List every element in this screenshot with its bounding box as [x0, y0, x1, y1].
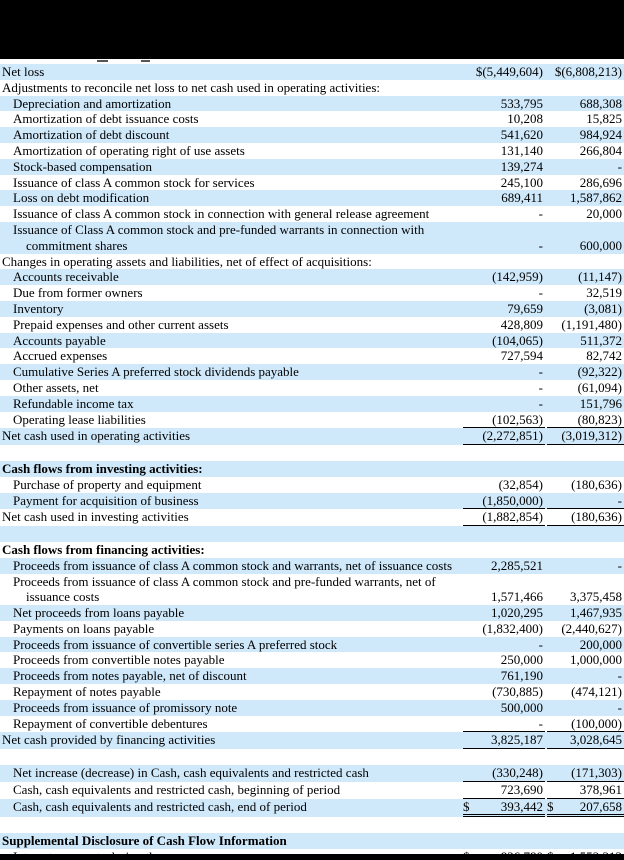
amount-value: - — [538, 636, 543, 652]
amount-cell — [547, 782, 624, 799]
amount-cell — [463, 222, 545, 254]
row-label: Net cash used in operating activities — [2, 428, 191, 444]
amount-value: 1,020,295 — [491, 605, 543, 621]
amount-cell — [547, 380, 624, 396]
row-label: Net increase (decrease) in Cash, cash equivalents and restricted cash — [13, 765, 369, 781]
amount-value: (11,147) — [578, 269, 622, 285]
row-label: Supplemental Disclosure of Cash Flow Information — [2, 833, 287, 849]
amount-value: 393,442 — [500, 798, 543, 814]
table-row — [0, 190, 624, 206]
amount-value: - — [538, 379, 543, 395]
amount-cell — [547, 254, 624, 270]
amount-cell — [463, 799, 545, 818]
amount-value: 723,690 — [500, 781, 543, 797]
table-row — [0, 348, 624, 364]
row-label: Proceeds from notes payable, net of discount — [13, 668, 247, 684]
row-label: Issuance of class A common stock for services — [13, 174, 255, 190]
row-label: Cash flows from financing activities: — [2, 541, 205, 557]
table-row — [0, 222, 624, 254]
table-row — [0, 509, 624, 526]
table-row — [0, 477, 624, 493]
table-row — [0, 396, 624, 412]
amount-cell — [547, 700, 624, 716]
amount-cell — [547, 493, 624, 510]
table-row — [0, 127, 624, 143]
amount-cell — [547, 461, 624, 477]
redacted-footer-bar — [0, 854, 624, 860]
amount-value: (3,019,312) — [561, 428, 622, 444]
amount-cell — [547, 732, 624, 749]
amount-cell — [463, 380, 545, 396]
row-label: Refundable income tax — [13, 395, 134, 411]
table-row — [0, 111, 624, 127]
amount-cell — [547, 333, 624, 349]
amount-value: - — [617, 668, 622, 684]
redaction-artifact — [97, 60, 108, 62]
amount-value: (80,823) — [577, 411, 622, 427]
amount-cell — [547, 301, 624, 317]
amount-cell — [547, 269, 624, 285]
amount-cell — [547, 574, 624, 606]
amount-cell — [463, 396, 545, 412]
amount-value: - — [617, 557, 622, 573]
row-label: Prepaid expenses and other current assets — [13, 316, 229, 332]
row-label: Cash, cash equivalents and restricted cash, end of period — [13, 798, 307, 814]
amount-value: (104,065) — [492, 332, 543, 348]
cash-flow-table-rows — [0, 64, 624, 860]
amount-value: - — [538, 395, 543, 411]
amount-cell — [463, 732, 545, 749]
amount-cell — [547, 509, 624, 526]
amount-cell — [547, 111, 624, 127]
amount-cell — [463, 111, 545, 127]
dollar-sign: $ — [547, 798, 554, 814]
amount-cell — [463, 509, 545, 526]
row-label: Payments on loans payable — [13, 620, 155, 636]
amount-cell — [547, 96, 624, 112]
amount-cell — [463, 833, 545, 849]
amount-value: 286,696 — [579, 174, 622, 190]
row-label: Loss on debt modification — [13, 190, 150, 206]
amount-cell — [547, 222, 624, 254]
amount-cell — [547, 833, 624, 849]
amount-value: (142,959) — [492, 269, 543, 285]
amount-value: 3,375,458 — [570, 589, 622, 605]
table-row — [0, 782, 624, 799]
row-label: Repayment of notes payable — [13, 684, 161, 700]
table-row — [0, 765, 624, 782]
row-label: Inventory — [13, 300, 64, 316]
amount-cell — [463, 574, 545, 606]
amount-cell — [463, 684, 545, 700]
amount-value: 500,000 — [500, 699, 543, 715]
row-label: Stock-based compensation — [13, 158, 152, 174]
amount-cell — [547, 396, 624, 412]
amount-cell — [547, 364, 624, 380]
table-row — [0, 317, 624, 333]
row-label: Payment for acquisition of business — [13, 492, 199, 508]
table-row — [0, 428, 624, 445]
amount-value: 131,140 — [500, 142, 543, 158]
amount-cell — [547, 652, 624, 668]
table-row — [0, 637, 624, 653]
table-row — [0, 380, 624, 396]
cash-flow-table — [0, 64, 624, 860]
amount-value: 428,809 — [500, 316, 543, 332]
amount-value: 82,742 — [586, 348, 622, 364]
amount-value: 151,796 — [579, 395, 622, 411]
table-row — [0, 159, 624, 175]
amount-value: - — [617, 158, 622, 174]
table-row — [0, 700, 624, 716]
table-row — [0, 493, 624, 510]
amount-cell — [547, 317, 624, 333]
row-label: Net cash provided by financing activities — [2, 732, 216, 748]
amount-value: - — [538, 237, 543, 253]
table-row — [0, 542, 624, 558]
amount-value: - — [538, 364, 543, 380]
amount-cell — [547, 558, 624, 574]
table-row — [0, 461, 624, 477]
row-label: Due from former owners — [13, 285, 143, 301]
table-row — [0, 668, 624, 684]
row-label: Cumulative Series A preferred stock dividends payable — [13, 364, 299, 380]
amount-cell — [547, 716, 624, 733]
amount-value: - — [617, 699, 622, 715]
amount-cell — [463, 175, 545, 191]
amount-value: - — [538, 285, 543, 301]
redaction-artifact — [141, 60, 150, 62]
amount-value: 1,571,466 — [491, 589, 543, 605]
table-row — [0, 285, 624, 301]
row-label: Proceeds from issuance of convertible series A preferred stock — [13, 636, 338, 652]
amount-cell — [463, 269, 545, 285]
amount-value: 3,028,645 — [570, 732, 622, 748]
amount-cell — [547, 348, 624, 364]
row-label: Operating lease liabilities — [13, 411, 146, 427]
amount-value: 984,924 — [579, 127, 622, 143]
amount-cell — [463, 493, 545, 510]
amount-value: 727,594 — [500, 348, 543, 364]
amount-value: 10,208 — [507, 111, 543, 127]
row-label: Proceeds from convertible notes payable — [13, 652, 225, 668]
amount-value: 541,620 — [500, 127, 543, 143]
amount-cell — [463, 782, 545, 799]
row-label: Accounts receivable — [13, 269, 119, 285]
amount-cell — [547, 668, 624, 684]
amount-cell — [547, 127, 624, 143]
amount-cell — [547, 80, 624, 96]
amount-cell — [463, 700, 545, 716]
amount-value: - — [617, 492, 622, 508]
row-label: Proceeds from issuance of promissory note — [13, 699, 238, 715]
amount-value: (180,636) — [571, 509, 622, 525]
table-row — [0, 605, 624, 621]
table-row — [0, 254, 624, 270]
amount-value: (171,303) — [571, 765, 622, 781]
amount-cell — [463, 190, 545, 206]
table-row — [0, 799, 624, 818]
amount-cell — [547, 605, 624, 621]
row-label: Cash, cash equivalents and restricted cash, beginning of period — [13, 781, 341, 797]
amount-cell — [547, 477, 624, 493]
amount-value: (2,272,851) — [482, 428, 543, 444]
amount-cell — [547, 428, 624, 445]
amount-cell — [463, 96, 545, 112]
table-row — [0, 333, 624, 349]
amount-cell — [547, 285, 624, 301]
row-label: Amortization of debt issuance costs — [13, 111, 199, 127]
amount-value: (730,885) — [492, 684, 543, 700]
amount-value: 511,372 — [580, 332, 622, 348]
amount-cell — [547, 159, 624, 175]
amount-cell — [463, 621, 545, 637]
amount-value: $(6,808,213) — [554, 64, 622, 79]
amount-value: (1,850,000) — [482, 492, 543, 508]
amount-value: (92,322) — [577, 364, 622, 380]
dollar-sign: $ — [463, 798, 470, 814]
amount-cell — [547, 64, 624, 80]
amount-cell — [547, 206, 624, 222]
amount-cell — [463, 317, 545, 333]
row-label: Amortization of debt discount — [13, 127, 170, 143]
table-row — [0, 558, 624, 574]
table-row — [0, 175, 624, 191]
table-row — [0, 732, 624, 749]
amount-value: 1,467,935 — [570, 605, 622, 621]
table-row — [0, 80, 624, 96]
redacted-header-block — [0, 0, 624, 59]
amount-value: 266,804 — [579, 142, 622, 158]
amount-cell — [463, 301, 545, 317]
amount-value: 79,659 — [507, 300, 543, 316]
table-row — [0, 684, 624, 700]
amount-value: (61,094) — [577, 379, 622, 395]
row-label: Issuance of class A common stock in connection with general release agreement — [13, 206, 430, 222]
amount-value: 600,000 — [579, 237, 622, 253]
amount-cell — [547, 412, 624, 429]
amount-cell — [547, 175, 624, 191]
row-label: Cash flows from investing activities: — [2, 460, 203, 476]
amount-cell — [463, 542, 545, 558]
amount-value: (330,248) — [492, 765, 543, 781]
table-row — [0, 64, 624, 80]
amount-value: (1,882,854) — [482, 509, 543, 525]
table-row — [0, 143, 624, 159]
amount-cell — [547, 143, 624, 159]
row-label: Net proceeds from loans payable — [13, 605, 185, 621]
amount-value: - — [538, 206, 543, 222]
table-row — [0, 269, 624, 285]
table-row — [0, 833, 624, 849]
amount-value: 761,190 — [500, 668, 543, 684]
amount-value: 3,825,187 — [491, 732, 543, 748]
amount-cell — [547, 765, 624, 782]
amount-cell — [463, 428, 545, 445]
amount-value: $(5,449,604) — [475, 64, 543, 79]
amount-value: 200,000 — [579, 636, 622, 652]
amount-cell — [463, 127, 545, 143]
amount-cell — [547, 190, 624, 206]
amount-cell — [547, 684, 624, 700]
amount-value: 688,308 — [579, 95, 622, 111]
amount-cell — [547, 637, 624, 653]
amount-cell — [547, 621, 624, 637]
table-row — [0, 716, 624, 733]
row-label: Purchase of property and equipment — [13, 476, 202, 492]
amount-cell — [463, 461, 545, 477]
amount-cell — [463, 412, 545, 429]
amount-value: (3,081) — [584, 300, 622, 316]
amount-value: 1,000,000 — [570, 652, 622, 668]
table-row — [0, 652, 624, 668]
amount-cell — [463, 348, 545, 364]
row-label: Repayment of convertible debentures — [13, 715, 208, 731]
amount-value: (100,000) — [571, 715, 622, 731]
amount-value: (102,563) — [492, 411, 543, 427]
table-row — [0, 364, 624, 380]
spacer-row — [0, 445, 624, 461]
amount-cell — [463, 637, 545, 653]
row-label: Amortization of operating right of use assets — [13, 142, 245, 158]
row-label: Accrued expenses — [13, 348, 108, 364]
amount-cell — [463, 716, 545, 733]
amount-value: 533,795 — [500, 95, 543, 111]
amount-cell — [463, 254, 545, 270]
amount-cell — [547, 542, 624, 558]
amount-value: (32,854) — [498, 476, 543, 492]
amount-cell — [463, 143, 545, 159]
table-row — [0, 574, 624, 606]
amount-cell — [463, 765, 545, 782]
table-row — [0, 301, 624, 317]
amount-cell — [463, 652, 545, 668]
row-label: Adjustments to reconcile net loss to net cash used in operating activities: — [2, 79, 380, 95]
amount-value: 2,285,521 — [491, 557, 543, 573]
row-label: Proceeds from issuance of class A common stock and pre-funded warrants, net of issuance costs — [13, 573, 436, 605]
amount-cell — [463, 285, 545, 301]
row-label: Issuance of Class A common stock and pre-funded warrants in connection with commitment shares — [13, 221, 425, 253]
row-label: Net loss — [2, 64, 45, 79]
amount-value: 378,961 — [579, 781, 622, 797]
amount-value: (1,191,480) — [561, 316, 622, 332]
row-label: Proceeds from issuance of class A common stock and warrants, net of issuance costs — [13, 557, 453, 573]
table-row — [0, 621, 624, 637]
amount-cell — [463, 558, 545, 574]
spacer-row — [0, 526, 624, 542]
amount-cell — [463, 159, 545, 175]
amount-cell — [547, 799, 624, 818]
table-row — [0, 206, 624, 222]
amount-value: 15,825 — [586, 111, 622, 127]
row-label: Changes in operating assets and liabilities, net of effect of acquisitions: — [2, 253, 372, 269]
row-label: Other assets, net — [13, 379, 99, 395]
amount-cell — [463, 80, 545, 96]
amount-value: 245,100 — [500, 174, 543, 190]
spacer-row — [0, 817, 624, 833]
amount-value: 139,274 — [500, 158, 543, 174]
amount-cell — [463, 605, 545, 621]
amount-value: 20,000 — [586, 206, 622, 222]
amount-value: 207,658 — [579, 798, 622, 814]
amount-value: 250,000 — [500, 652, 543, 668]
amount-cell — [463, 668, 545, 684]
amount-value: 1,587,862 — [570, 190, 622, 206]
amount-value: - — [538, 715, 543, 731]
row-label: Accounts payable — [13, 332, 106, 348]
row-label: Net cash used in investing activities — [2, 509, 189, 525]
amount-cell — [463, 206, 545, 222]
amount-cell — [463, 333, 545, 349]
row-label: Depreciation and amortization — [13, 95, 172, 111]
table-row — [0, 412, 624, 429]
amount-value: (1,832,400) — [482, 620, 543, 636]
amount-value: (180,636) — [571, 476, 622, 492]
spacer-row — [0, 749, 624, 765]
table-row — [0, 96, 624, 112]
amount-value: (2,440,627) — [561, 620, 622, 636]
amount-value: 32,519 — [586, 285, 622, 301]
amount-cell — [463, 477, 545, 493]
amount-value: 689,411 — [501, 190, 543, 206]
amount-cell — [463, 64, 545, 80]
amount-cell — [463, 364, 545, 380]
amount-value: (474,121) — [571, 684, 622, 700]
